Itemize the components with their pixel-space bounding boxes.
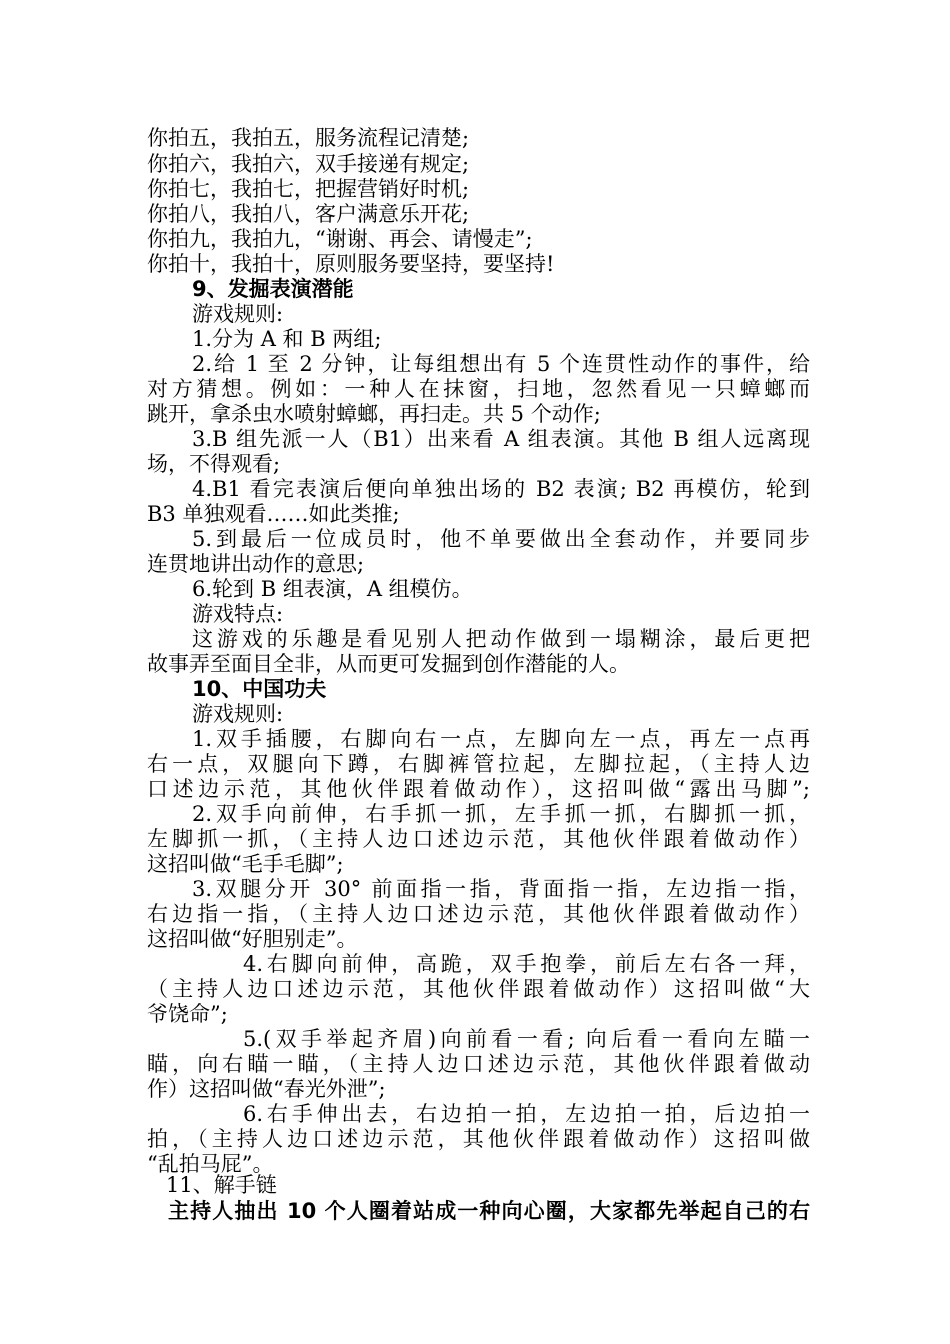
text-line: （主持人边口述边示范，其他伙伴跟着做动作）这招叫做“大 [147, 977, 810, 1001]
text-line: 5.(双手举起齐眉)向前看一看; 向后看一看向左瞄一 [243, 1027, 810, 1051]
text-line: 3.双腿分开 30° 前面指一指，背面指一指，左边指一指， [192, 877, 810, 901]
text-line: 游戏规则: [192, 302, 284, 326]
text-line: 你拍六，我拍六，双手接递有规定; [147, 152, 470, 176]
text-line: 你拍九，我拍九，“谢谢、再会、请慢走”; [147, 227, 533, 251]
text-line: 5.到最后一位成员时，他不单要做出全套动作，并要同步 [192, 527, 810, 551]
text-line: 6.右手伸出去，右边拍一拍，左边拍一拍，后边拍一 [243, 1102, 810, 1126]
text-line: 左脚抓一抓，（主持人边口述边示范，其他伙伴跟着做动作） [147, 827, 810, 851]
section-heading: 10、中国功夫 [192, 677, 327, 701]
text-line: 1.双手插腰，右脚向右一点，左脚向左一点，再左一点再 [192, 727, 810, 751]
text-line: 你拍五，我拍五，服务流程记清楚; [147, 126, 470, 150]
text-line: 你拍七，我拍七，把握营销好时机; [147, 177, 470, 201]
text-line: 爷饶命”; [147, 1002, 228, 1026]
text-line: 口述边示范，其他伙伴跟着做动作），这招叫做“露出马脚”; [147, 777, 810, 801]
text-line: B3 单独观看……如此类推; [147, 502, 400, 526]
text-line: 4.B1 看完表演后便向单独出场的 B2 表演; B2 再模仿，轮到 [192, 477, 810, 501]
text-line: 对方猜想。例如：一种人在抹窗，扫地，忽然看见一只蟑螂而 [147, 377, 810, 401]
text-line: 右一点，双腿向下蹲，右脚裤管拉起，左脚拉起，（主持人边 [147, 752, 810, 776]
text-line: 拍，（主持人边口述边示范，其他伙伴跟着做动作）这招叫做 [147, 1127, 810, 1151]
text-line: 作）这招叫做“春光外泄”; [147, 1077, 386, 1101]
text-line: 右边指一指，（主持人边口述边示范，其他伙伴跟着做动作） [147, 902, 810, 926]
text-line: 这游戏的乐趣是看见别人把动作做到一塌糊涂，最后更把 [192, 627, 810, 651]
text-line: 场，不得观看; [147, 452, 281, 476]
text-line: 游戏规则: [192, 702, 284, 726]
text-line: 4.右脚向前伸，高跪，双手抱拳，前后左右各一拜， [243, 952, 810, 976]
text-line: 2.双手向前伸，右手抓一抓，左手抓一抓，右脚抓一抓， [192, 802, 810, 826]
text-line: 3.B 组先派一人（B1）出来看 A 组表演。其他 B 组人远离现 [192, 427, 810, 451]
text-line: 瞄，向右瞄一瞄，（主持人边口述边示范，其他伙伴跟着做动 [147, 1052, 810, 1076]
text-line: 主持人抽出 10 个人圈着站成一种向心圈，大家都先举起自己的右 [168, 1199, 810, 1223]
text-line: 跳开，拿杀虫水喷射蟑螂，再扫走。共 5 个动作; [147, 402, 601, 426]
text-line: 你拍十，我拍十，原则服务要坚持，要坚持! [147, 252, 555, 276]
text-line: 6.轮到 B 组表演，A 组模仿。 [192, 577, 473, 601]
text-line: “乱拍马屁”。 [147, 1152, 274, 1176]
section-heading: 9、发掘表演潜能 [192, 277, 354, 301]
text-line: 这招叫做“好胆别走”。 [147, 927, 358, 951]
text-line: 1.分为 A 和 B 两组; [192, 327, 382, 351]
text-line: 故事弄至面目全非，从而更可发掘到创作潜能的人。 [147, 652, 630, 676]
text-line: 连贯地讲出动作的意思; [147, 552, 365, 576]
section-heading: 11、解手链 [166, 1173, 277, 1197]
text-line: 游戏特点: [192, 602, 284, 626]
text-line: 2.给 1 至 2 分钟，让每组想出有 5 个连贯性动作的事件，给 [192, 352, 810, 376]
text-line: 这招叫做“毛手毛脚”; [147, 852, 344, 876]
text-line: 你拍八，我拍八，客户满意乐开花; [147, 202, 470, 226]
